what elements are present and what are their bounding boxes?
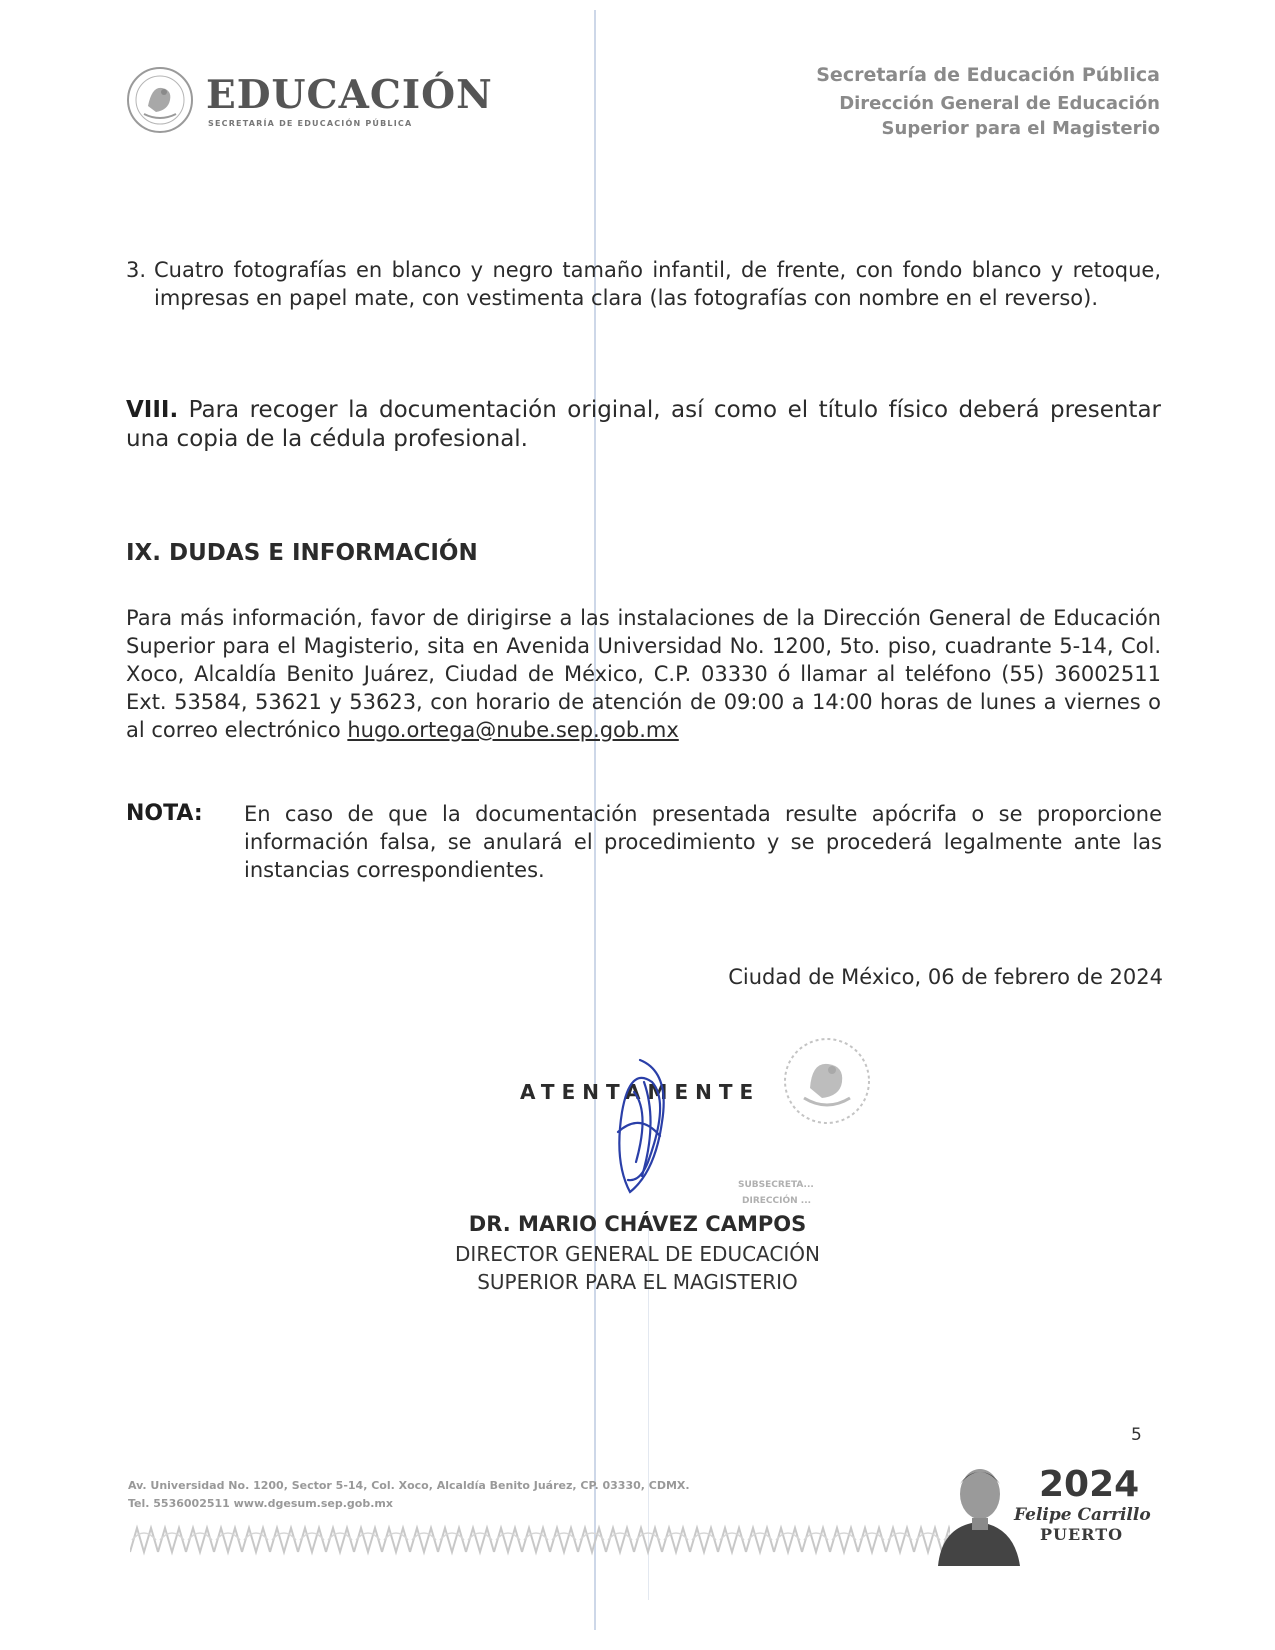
footer-decorative-pattern <box>130 1522 950 1558</box>
list-item-3 <box>126 256 1161 312</box>
stamp-text-line2: DIRECCIÓN ... <box>742 1196 812 1206</box>
signer-role-line2: SUPERIOR PARA EL MAGISTERIO <box>477 1270 798 1294</box>
section-ix-paragraph <box>126 604 1161 744</box>
date-line: Ciudad de México, 06 de febrero de 2024 <box>728 965 1163 989</box>
logo-subtitle: SECRETARÍA DE EDUCACIÓN PÚBLICA <box>208 119 413 128</box>
section-ix-heading: IX. DUDAS E INFORMACIÓN <box>126 540 478 566</box>
year-logo-surname: PUERTO <box>1040 1525 1124 1544</box>
stamp-text-line1: SUBSECRETA... <box>738 1180 814 1190</box>
closing-atentamente: ATENTAMENTE <box>520 1080 761 1104</box>
header-org-line1: Secretaría de Educación Pública <box>816 64 1160 86</box>
section-viii <box>126 396 1161 454</box>
handwritten-signature <box>600 1052 680 1202</box>
section-viii-text: Para recoger la documentación original, así como el título físico deberá presentar una copia de la cédula profesional. <box>126 397 1161 452</box>
mexico-seal-icon <box>126 66 194 134</box>
section-viii-label: VIII. <box>126 397 179 423</box>
list-item-number: 3. <box>126 258 147 282</box>
list-item-text: Cuatro fotografías en blanco y negro tamaño infantil, de frente, con fondo blanco y retoque, impresas en papel mate, con vestimenta clara (las fotografías con nombre en el reverso). <box>154 258 1161 310</box>
section-ix-text: Para más información, favor de dirigirse a las instalaciones de la Dirección General de Educación Superior para el Magisterio, sita en Avenida Universidad No. 1200, 5to. piso, cuadrante 5-14, Col. Xoco, Alcaldía Benito Juárez, Ciudad de México, C.P. 03330 ó llamar al teléfono (55) 36002511 Ext. 53584, 53621 y 53623, con horario de atención de 09:00 a 14:00 horas de lunes a viernes o al correo electrónico <box>126 606 1161 742</box>
header-org-line2: Dirección General de Educación <box>839 93 1160 114</box>
felipe-carrillo-portrait <box>928 1456 1028 1566</box>
signer-name: DR. MARIO CHÁVEZ CAMPOS <box>468 1212 807 1236</box>
page-number: 5 <box>1131 1425 1142 1445</box>
logo-title: EDUCACIÓN <box>206 72 493 118</box>
footer-contact: Tel. 5536002511 www.dgesum.sep.gob.mx <box>128 1497 393 1510</box>
signer-role-line1: DIRECTOR GENERAL DE EDUCACIÓN <box>455 1242 820 1266</box>
footer-address: Av. Universidad No. 1200, Sector 5-14, Col. Xoco, Alcaldía Benito Juárez, CP. 03330, CDMX. <box>128 1479 690 1492</box>
contact-email-link[interactable]: hugo.ortega@nube.sep.gob.mx <box>347 718 679 742</box>
year-logo-name: Felipe Carrillo <box>1014 1505 1151 1525</box>
nota-text: En caso de que la documentación presentada resulte apócrifa o se proporcione información falsa, se anulará el procedimiento y se procederá legalmente ante las instancias correspondientes. <box>244 802 1162 882</box>
official-seal-stamp <box>782 1036 872 1126</box>
nota-label: NOTA: <box>126 801 203 826</box>
header-org-line3: Superior para el Magisterio <box>881 118 1160 139</box>
year-logo-number: 2024 <box>1039 1464 1140 1505</box>
